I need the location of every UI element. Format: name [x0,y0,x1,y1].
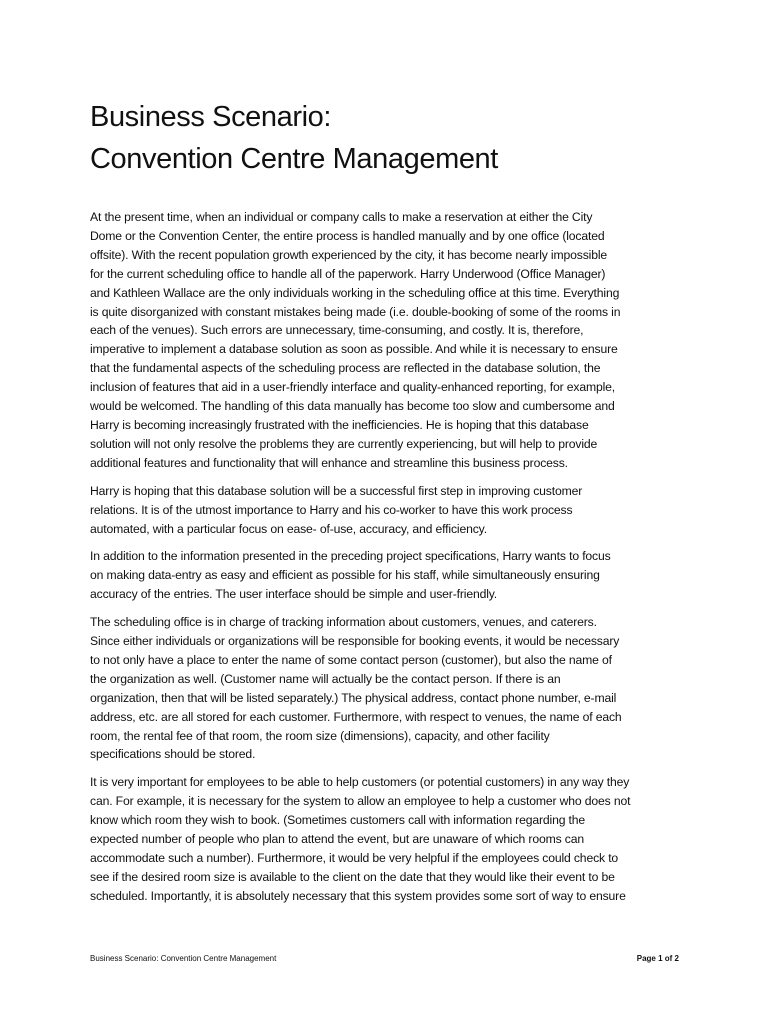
text-line: see if the desired room size is available to the client on the date that they would like their event to be [90,869,615,884]
paragraph [90,547,668,604]
text-line: organization, then that will be listed separately.) The physical address, contact phone number, e-mail [90,690,617,705]
text-line: relations. It is of the utmost importance to Harry and his co-worker to have this work process [90,502,573,517]
text-line: Since either individuals or organizations will be responsible for booking events, it would be necessary [90,634,620,649]
paragraph [90,773,668,905]
paragraph [90,482,668,539]
text-line: inclusion of features that aid in a user-friendly interface and quality-enhanced reporting, for example, [90,380,616,395]
text-line: that the fundamental aspects of the scheduling process are reflected in the database solution, the [90,361,601,376]
page-footer [90,953,679,965]
footer-document-name: Business Scenario: Convention Centre Management [90,954,277,963]
text-line: is quite disorganized with constant mistakes being made (i.e. double-booking of some of the rooms in [90,304,621,319]
footer-page-number: Page 1 of 2 [636,954,679,963]
paragraph [90,208,668,473]
text-line: for the current scheduling office to handle all of the paperwork. Harry Underwood (Office Manager) [90,266,606,281]
text-line: accuracy of the entries. The user interface should be simple and user-friendly. [90,587,498,602]
document-title [90,96,690,180]
text-line: automated, with a particular focus on ease- of-use, accuracy, and efficiency. [90,521,487,536]
document-body [90,208,668,915]
text-line: specifications should be stored. [90,747,256,762]
text-line: know which room they wish to book. (Sometimes customers call with information regarding the [90,813,586,828]
text-line: additional features and functionality that will enhance and streamline this business process. [90,455,568,470]
text-line: the organization as well. (Customer name will actually be the contact person. If there is an [90,671,561,686]
title-line-1: Business Scenario: [90,101,332,133]
text-line: Dome or the Convention Center, the entire process is handled manually and by one office (located [90,228,605,243]
text-line: each of the venues). Such errors are unnecessary, time-consuming, and costly. It is, therefore, [90,323,584,338]
text-line: expected number of people who plan to attend the event, but are unaware of which rooms can [90,832,584,847]
text-line: accommodate such a number). Furthermore, it would be very helpful if the employees could check to [90,851,619,865]
text-line: address, etc. are all stored for each customer. Furthermore, with respect to venues, the name of each [90,709,622,724]
title-line-2: Convention Centre Management [90,143,498,175]
text-line: can. For example, it is necessary for the system to allow an employee to help a customer who does not [90,794,631,809]
text-line: solution will not only resolve the problems they are currently experiencing, but will help to provide [90,436,598,451]
text-line: room, the rental fee of that room, the room size (dimensions), capacity, and other facility [90,728,550,743]
text-line: on making data-entry as easy and efficient as possible for his staff, while simultaneously ensuring [90,568,600,583]
text-line: scheduled. Importantly, it is absolutely necessary that this system provides some sort of way to ensure [90,888,626,903]
text-line: At the present time, when an individual or company calls to make a reservation at either the City [90,210,593,224]
text-line: Harry is becoming increasingly frustrated with the inefficiencies. He is hoping that this database [90,417,589,432]
text-line: It is very important for employees to be able to help customers (or potential customers) in any way they [90,775,630,790]
paragraph [90,613,668,764]
text-line: to not only have a place to enter the name of some contact person (customer), but also the name of [90,652,612,667]
text-line: would be welcomed. The handling of this data manually has become too slow and cumbersome and [90,399,615,414]
text-line: The scheduling office is in charge of tracking information about customers, venues, and caterers. [90,615,597,630]
text-line: Harry is hoping that this database solution will be a successful first step in improving customer [90,483,583,498]
text-line: In addition to the information presented in the preceding project specifications, Harry wants to focus [90,549,611,564]
text-line: offsite). With the recent population growth experienced by the city, it has become nearly impossible [90,247,608,262]
text-line: imperative to implement a database solution as soon as possible. And while it is necessary to ensure [90,342,618,357]
text-line: and Kathleen Wallace are the only individuals working in the scheduling office at this time. Everything [90,285,620,300]
